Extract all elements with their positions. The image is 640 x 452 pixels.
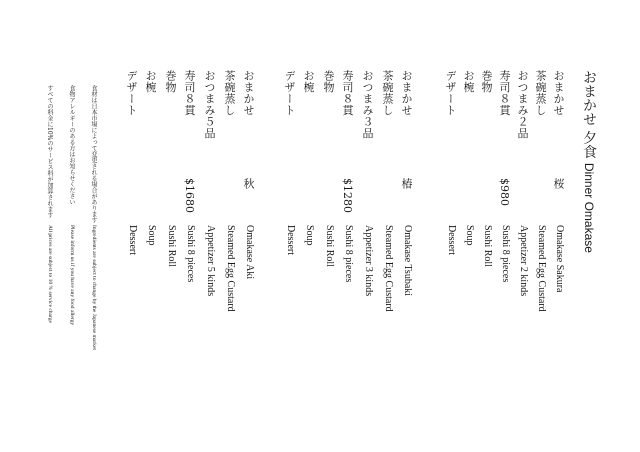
note-row — [44, 0, 52, 452]
course-item-en: Steamed Egg Custard — [225, 225, 236, 312]
course-item-jp: 寿司８貫 — [498, 70, 511, 116]
course-item-jp: 寿司８貫 — [183, 70, 196, 116]
note-en: All prices are subject to 10 % service charge — [47, 225, 53, 323]
course-item-jp: デザート — [283, 70, 296, 116]
course-item-row — [123, 0, 137, 452]
course-item-row — [379, 0, 393, 452]
course-item-en: Appetizer 3 kinds — [363, 225, 374, 297]
course-item-jp: デザート — [125, 70, 138, 116]
course-item-row — [320, 0, 334, 452]
course-item-en: Dessert — [285, 225, 296, 255]
course-item-jp: おまかせ — [400, 70, 413, 116]
course-item-en: Sushi Roll — [482, 225, 493, 267]
course-item-en: Appetizer 5 kinds — [205, 225, 216, 297]
course-item-jp: 寿司８貫 — [341, 70, 354, 116]
course-item-row — [281, 0, 295, 452]
course-item-row — [181, 0, 195, 452]
note-en: Ingredients are subject to change by the Japanese market — [91, 225, 97, 350]
course-item-en: Sushi 8 pieces — [500, 225, 511, 283]
course-item-en: Soup — [146, 225, 157, 246]
course-item-en: Steamed Egg Custard — [383, 225, 394, 312]
course-item-row — [221, 0, 235, 452]
course-item-row — [142, 0, 156, 452]
course-item-row — [201, 0, 215, 452]
course-item-jp: 茶碗蒸し — [534, 70, 547, 116]
note-row — [88, 0, 96, 452]
course-item-en: Dessert — [127, 225, 138, 255]
course-item-en: Soup — [464, 225, 475, 246]
note-jp: 食物アレルギーのある方はお知らせください — [68, 85, 75, 205]
course-item-jp: おまかせ — [242, 70, 255, 116]
course-item-row — [460, 0, 474, 452]
course-item-en: Sushi Roll — [166, 225, 177, 267]
course-price: $1280 — [341, 178, 354, 213]
course-price: $1680 — [183, 178, 196, 213]
course-item-en: Sushi 8 pieces — [343, 225, 354, 283]
course-price: $980 — [498, 178, 511, 206]
course-item-row — [240, 0, 254, 452]
course-item-row — [339, 0, 353, 452]
course-item-jp: おつまみ３品 — [361, 70, 374, 139]
course-item-row — [162, 0, 176, 452]
course-item-en: Dessert — [446, 225, 457, 255]
course-item-row — [550, 0, 564, 452]
course-item-jp: お椀 — [462, 70, 475, 93]
course-item-jp: お椀 — [302, 70, 315, 93]
course-item-jp: 茶碗蒸し — [223, 70, 236, 116]
course-item-row — [398, 0, 412, 452]
menu-title — [582, 0, 602, 452]
note-en: Please inform us if you have any food allergy — [69, 225, 75, 326]
course-item-row — [532, 0, 546, 452]
course-name: 椿 — [400, 178, 413, 189]
course-item-row — [478, 0, 492, 452]
course-item-row — [359, 0, 373, 452]
course-item-en: Sushi 8 pieces — [185, 225, 196, 283]
title-jp: おまかせ 夕食 — [581, 70, 597, 159]
title-en: Dinner Omakase — [582, 162, 596, 253]
course-item-jp: デザート — [444, 70, 457, 116]
course-item-row — [442, 0, 456, 452]
course-item-en: Sushi Roll — [324, 225, 335, 267]
course-item-row — [300, 0, 314, 452]
note-jp: すべての料金に10%のサービス料が加算されます — [46, 85, 53, 219]
course-item-jp: 茶碗蒸し — [381, 70, 394, 116]
course-item-jp: おまかせ — [552, 70, 565, 116]
course-item-jp: 巻物 — [322, 70, 335, 93]
course-item-en: Omakase Tsubaki — [402, 225, 413, 297]
course-item-jp: 巻物 — [480, 70, 493, 93]
course-item-jp: おつまみ５品 — [203, 70, 216, 139]
note-row — [66, 0, 74, 452]
course-item-en: Omakase Sakura — [554, 225, 565, 293]
course-item-en: Omakase Aki — [244, 225, 255, 280]
course-name: 桜 — [552, 178, 565, 189]
course-item-en: Soup — [304, 225, 315, 246]
course-item-jp: おつまみ２品 — [516, 70, 529, 139]
course-item-row — [514, 0, 528, 452]
course-item-en: Appetizer 2 kinds — [518, 225, 529, 297]
course-item-jp: 巻物 — [164, 70, 177, 93]
course-item-jp: お椀 — [144, 70, 157, 93]
note-jp: 食材は日本市場によって変更される場合があります — [90, 85, 97, 223]
course-name: 秋 — [242, 178, 255, 189]
course-item-row — [496, 0, 510, 452]
course-item-en: Steamed Egg Custard — [536, 225, 547, 312]
